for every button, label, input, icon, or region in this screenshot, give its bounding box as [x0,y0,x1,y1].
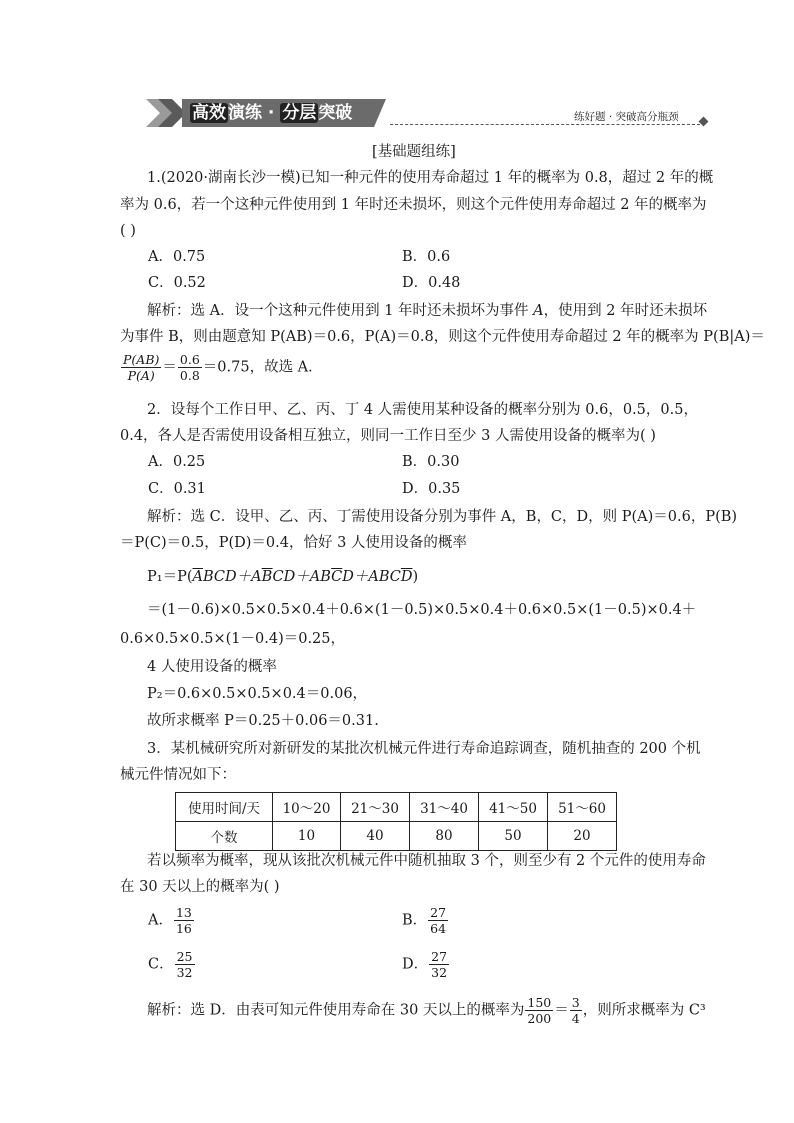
q3-question-1: 若以频率为概率，现从该批次机械元件中随机抽取 3 个，则至少有 2 个元件的使用寿命 [147,853,706,869]
q2-four-people: 4 人使用设备的概率 [147,659,277,675]
q1-num: 1. [147,170,161,186]
q2-option-a: A．0.25 [148,454,206,470]
q1-option-c: C．0.52 [148,275,206,291]
q3-option-a: A． $\frac{13}{16}$ [148,905,192,936]
q1-solution-1a: 解析：选 A．设一个这种元件使用到 1 年时还未损坏为事件 [147,303,529,319]
q2-option-c: C．0.31 [148,481,206,497]
q1-solution-tail: ＝0.75，故选 A． [202,359,323,376]
q1-text-1: 已知一种元件的使用寿命超过 1 年的概率为 0.8，超过 2 年的概 [300,170,714,186]
banner-title-1: 高效 [192,103,226,123]
q1-source: (2020·湖南长沙一模) [160,170,301,186]
q3-solution-pre: 解析：选 D．由表可知元件使用寿命在 30 天以上的概率为 [147,1002,525,1019]
q3-question-2: 在 30 天以上的概率为( ) [120,879,280,895]
table-cell: 个数 [176,822,273,851]
q1-option-a: A．0.75 [148,249,206,265]
table-cell: 31～40 [410,793,479,822]
q2-p1-lhs: P₁＝P( [147,569,193,585]
q3-solution-post: ，则所求概率为 C³ [582,1002,706,1019]
q2-p1-rhs: ) [412,569,419,585]
q3-option-c: C． $\frac{25}{32}$ [148,949,193,980]
banner-title-3: 分层 [282,103,317,123]
q1-option-d: D．0.48 [402,275,461,291]
q2-solution-2: ＝P(C)＝0.5，P(D)＝0.4，恰好 3 人使用设备的概率 [120,535,467,551]
banner-title-2: 演练 [228,103,262,123]
q1-option-b: B．0.6 [402,249,451,265]
q3-line2: 械元件情况如下： [120,767,236,783]
q1-line2: 率为 0.6，若一个这种元件使用到 1 年时还未损坏，则这个元件使用寿命超过 2 年的概率为 [120,197,707,213]
table-cell: 51～60 [548,793,617,822]
q2-result: 故所求概率 P＝0.25＋0.06＝0.31. [147,713,379,729]
q3-option-b: B． $\frac{27}{64}$ [402,905,447,936]
q2-option-b: B．0.30 [402,454,460,470]
q2-p2: P₂＝0.6×0.5×0.5×0.4＝0.06， [147,686,368,702]
table-cell: 50 [479,822,548,851]
q2-line1: 2．设每个工作日甲、乙、丙、丁 4 人需使用某种设备的概率分别为 0.6，0.5，0.5， [147,402,698,418]
section-label: [基础题组练] [372,144,456,160]
table-row [176,793,617,822]
q1-frac-1: $\frac{P(AB)}{P(A)}$ [123,352,160,383]
header-right-tag: 练好题 · 突破高分瓶颈 [574,111,679,123]
q1-paren: ( ) [120,223,136,239]
table-cell: 40 [341,822,410,851]
q2-solution-1: 解析：选 C．设甲、乙、丙、丁需使用设备分别为事件 A，B，C，D，则 P(A)＝0.6，P(B) [147,509,738,525]
q3-line1: 3．某机械研究所对新研发的某批次机械元件进行寿命追踪调查，随机抽查的 200 个机 [147,741,701,757]
table-cell: 20 [548,822,617,851]
diamond-icon [699,117,709,127]
q1-solution-1b: ，使用到 2 年时还未损坏 [543,303,708,319]
table-row [176,822,617,851]
table-cell: 21～30 [341,793,410,822]
q2-calc-2: 0.6×0.5×0.5×(1－0.4)＝0.25， [120,631,346,647]
table-cell: 41～50 [479,793,548,822]
header-rule [390,124,700,125]
q3-lifetime-table [175,792,617,851]
banner-dot: · [267,103,275,123]
table-cell: 80 [410,822,479,851]
q1-solution-1: 解析：选 A．设一个这种元件使用到 1 年时还未损坏为事件 A，使用到 2 年时还未损坏 [147,303,708,319]
q2-line2: 0.4，各人是否需使用设备相互独立，则同一工作日至少 3 人需使用设备的概率为( ) [120,428,656,444]
q1-solution-3: $\frac{P(AB)}{P(A)}$ ＝ $\frac{0.6}{0.8}$ ＝0.75，故选 A． [123,352,323,383]
table-cell: 使用时间/天 [176,793,273,822]
q3-option-d: D． $\frac{27}{32}$ [402,949,448,980]
q2-calc-1: ＝(1－0.6)×0.5×0.5×0.4＋0.6×(1－0.5)×0.5×0.4＋0.6×0.5×(1－0.5)×0.4＋ [147,602,697,618]
table-cell: 10 [273,822,341,851]
q3-solution: 解析：选 D．由表可知元件使用寿命在 30 天以上的概率为 $\frac{150}{200}$ ＝ $\frac{3}{4}$ ，则所求概率为 C³ [147,995,706,1026]
q1-solution-2: 为事件 B，则由题意知 P(AB)＝0.6，P(A)＝0.8，则这个元件使用寿命超过 2 年的概率为 P(B|A)＝ [120,329,765,345]
table-cell: 10～20 [273,793,341,822]
q1-line1 [147,168,713,188]
q2-p1-expression: $P_1=P(\overline{A}BCD+A\overline{B}CD+AB\overline{C}D+ABC\overline{D})$ [147,569,419,585]
q2-option-d: D．0.35 [402,481,461,497]
q1-frac-2: $\frac{0.6}{0.8}$ [179,352,200,383]
banner-title-4: 突破 [318,103,353,123]
